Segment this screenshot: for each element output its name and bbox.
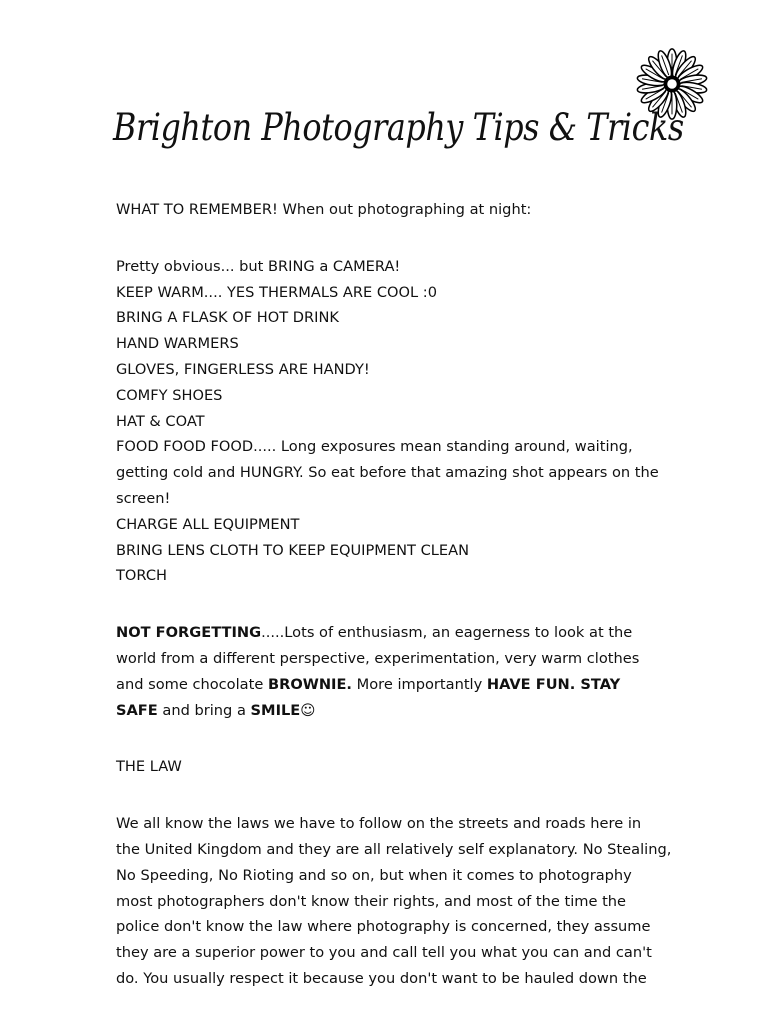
checklist [116,254,661,589]
list-item: CHARGE ALL EQUIPMENT [116,515,300,533]
list-item: TORCH [116,567,167,585]
list-item: BRING LENS CLOTH TO KEEP EQUIPMENT CLEAN [116,541,470,559]
paragraph-text: More importantly [351,675,487,693]
list-item: KEEP WARM.... YES THERMALS ARE COOL :0 [116,283,438,301]
list-item: Pretty obvious... but BRING a CAMERA! [116,257,401,275]
list-item: HAND WARMERS [116,335,239,353]
page-title: Brighton Photography Tips & Tricks [113,106,684,149]
paragraph-line: do. You usually respect it because you don't want to be hauled down the [116,969,647,987]
list-item: COMFY SHOES [116,386,223,404]
law-paragraph [116,811,672,992]
safe-emphasis: SAFE [116,701,158,719]
paragraph-line: they are a superior power to you and call tell you what you can and can't [116,944,652,962]
paragraph-text: and bring a [157,701,251,719]
list-item: FOOD FOOD FOOD..... Long exposures mean standing around, waiting, [116,438,633,456]
list-item: HAT & COAT [116,412,205,430]
intro-line: WHAT TO REMEMBER! When out photographing at night: [116,201,532,218]
have-fun-emphasis: HAVE FUN. STAY [486,675,621,693]
list-item: BRING A FLASK OF HOT DRINK [116,309,339,327]
paragraph-line: No Speeding, No Rioting and so on, but when it comes to photography [116,866,632,884]
not-forgetting-lead: NOT FORGETTING [116,624,262,642]
list-item: getting cold and HUNGRY. So eat before that amazing shot appears on the [116,464,659,482]
smile-emphasis: SMILE☺ [250,701,316,719]
paragraph-text: and some chocolate [116,675,268,693]
brownie-emphasis: BROWNIE. [267,675,352,693]
paragraph-line: police don't know the law where photography is concerned, they assume [116,918,651,936]
paragraph-text: .....Lots of enthusiasm, an eagerness to look at the [261,624,633,642]
paragraph-line: most photographers don't know their rights, and most of the time the [116,892,627,910]
document-body [116,197,672,992]
section-heading-law: THE LAW [116,758,182,776]
paragraph-line: We all know the laws we have to follow on the streets and roads here in [116,815,642,833]
not-forgetting-paragraph [116,620,661,723]
list-item: screen! [116,489,171,507]
paragraph-text: world from a different perspective, experimentation, very warm clothes [116,649,640,667]
paragraph-line: the United Kingdom and they are all relatively self explanatory. No Stealing, [116,840,672,858]
list-item: GLOVES, FINGERLESS ARE HANDY! [116,360,370,378]
